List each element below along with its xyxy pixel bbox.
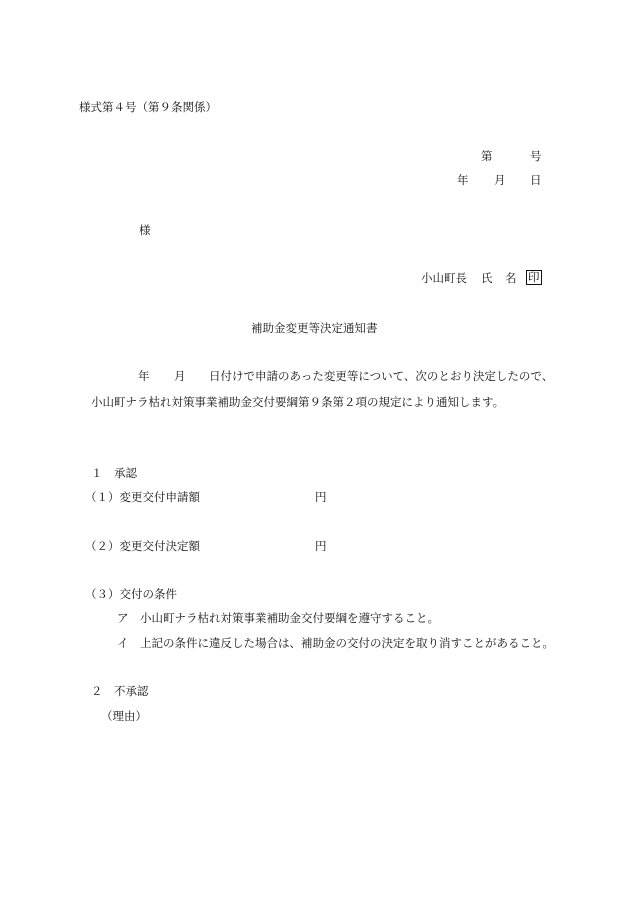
condition-i: イ 上記の条件に違反した場合は、補助金の交付の決定を取り消すことがあること。 [117, 636, 554, 650]
item1-unit: 円 [315, 490, 327, 504]
date-month: 月 [494, 173, 506, 187]
number-go: 号 [530, 149, 542, 163]
number-dai: 第 [481, 149, 493, 163]
sender-mei: 名 [505, 271, 517, 285]
seal-mark: 印 [528, 270, 540, 284]
body-month: 月 [174, 369, 186, 383]
body-line1: 日付けで申請のあった変更等について、次のとおり決定したので、 [209, 369, 554, 383]
body-line2: 小山町ナラ枯れ対策事業補助金交付要綱第９条第２項の規定により通知します。 [91, 395, 505, 409]
body-year: 年 [138, 369, 150, 383]
sender-title: 小山町長 [421, 271, 467, 285]
addressee-suffix: 様 [139, 223, 151, 237]
item2-label: （２）変更交付決定額 [85, 539, 200, 553]
section1-heading: １ 承認 [91, 466, 137, 480]
sender-shi: 氏 [481, 271, 493, 285]
item1-label: （１）変更交付申請額 [85, 490, 200, 504]
condition-a: ア 小山町ナラ枯れ対策事業補助金交付要綱を遵守すること。 [117, 611, 439, 625]
seal-box-wrap [526, 270, 542, 285]
doc-title: 補助金変更等決定通知書 [251, 321, 378, 335]
section2-heading: ２ 不承認 [91, 684, 149, 698]
item2-unit: 円 [315, 539, 327, 553]
item3-label: （３）交付の条件 [85, 587, 177, 601]
form-label: 様式第４号（第９条関係） [79, 100, 217, 114]
date-year: 年 [457, 173, 469, 187]
reason-label: （理由） [101, 709, 147, 723]
date-day: 日 [530, 173, 542, 187]
